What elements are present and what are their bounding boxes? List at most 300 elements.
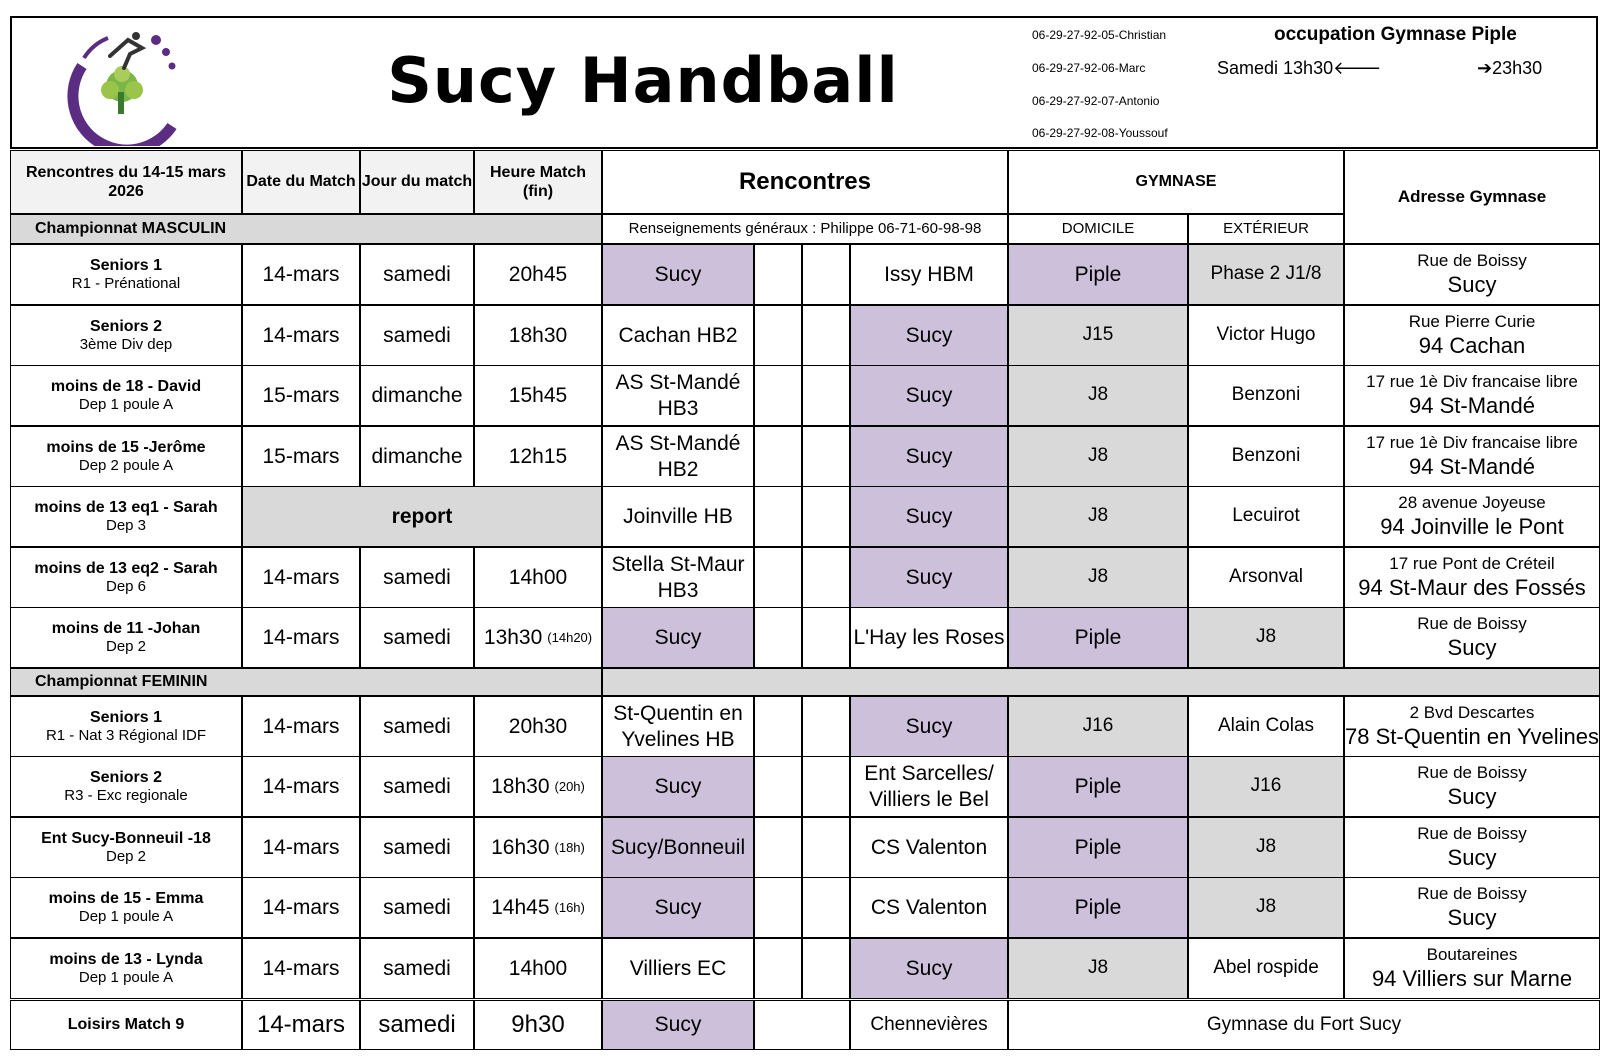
match-date: 14-mars <box>262 262 340 286</box>
home-team-name: Sucy <box>654 895 702 919</box>
address-line2: 94 Joinville le Pont <box>1380 513 1564 539</box>
time-cell <box>474 877 602 938</box>
team-name: Ent Sucy-Bonneuil -18 <box>41 829 211 847</box>
day-cell <box>360 1000 474 1050</box>
team-name: moins de 18 - David <box>50 377 202 395</box>
address-line2: 94 St-Maur des Fossés <box>1358 574 1586 600</box>
score-box <box>802 877 850 938</box>
away-team <box>850 305 1008 366</box>
address-line1: 2 Bvd Descartes <box>1409 703 1535 723</box>
match-time: 20h30 <box>508 714 568 738</box>
away-team <box>850 365 1008 426</box>
home-team-name: Stella St-Maur HB3 <box>611 553 745 602</box>
score-box <box>802 547 850 608</box>
date-cell <box>242 244 360 305</box>
time-cell <box>474 607 602 668</box>
header-rencontres-du <box>10 150 242 214</box>
occupation-end: ➔23h30 <box>1477 58 1543 78</box>
match-day: samedi <box>383 895 451 919</box>
domicile-cell <box>1008 938 1188 999</box>
home-team-name: Cachan HB2 <box>618 323 738 347</box>
home-team-name: Joinville HB <box>623 504 733 528</box>
domicile-value: J8 <box>1087 384 1109 406</box>
date-cell <box>242 1000 360 1050</box>
team-cell <box>10 547 242 608</box>
day-cell <box>360 817 474 878</box>
score-box <box>802 756 850 817</box>
away-team-name: Sucy <box>905 444 953 468</box>
match-time: 14h00 <box>508 956 568 980</box>
team-level: Dep 1 poule A <box>78 969 174 987</box>
team-name: Seniors 2 <box>89 317 163 335</box>
address-line1: Rue de Boissy <box>1417 251 1527 271</box>
match-day: samedi <box>383 714 451 738</box>
address-cell <box>1344 365 1600 426</box>
time-cell <box>474 305 602 366</box>
section-masculin <box>10 214 602 244</box>
address-line2: 94 Cachan <box>1418 332 1526 358</box>
away-team <box>850 756 1008 817</box>
team-name: moins de 15 -Jerôme <box>46 438 206 456</box>
score-box <box>754 607 802 668</box>
score-box <box>802 365 850 426</box>
time-cell <box>474 1000 602 1050</box>
team-cell <box>10 938 242 999</box>
exterieur-value: J16 <box>1250 775 1282 797</box>
match-end-time: (18h) <box>554 839 585 855</box>
day-cell <box>360 938 474 999</box>
phone-contact: 06-29-27-92-08-Youssouf <box>1032 126 1168 140</box>
home-team-name: St-Quentin en Yvelines HB <box>613 702 743 751</box>
address-cell <box>1344 305 1600 366</box>
home-team <box>602 305 754 366</box>
away-team <box>850 607 1008 668</box>
match-day: samedi <box>383 774 451 798</box>
home-team <box>602 756 754 817</box>
home-team <box>602 938 754 999</box>
address-cell <box>1344 244 1600 305</box>
home-team-name: Sucy <box>654 774 702 798</box>
time-cell <box>474 938 602 999</box>
exterieur-value: Phase 2 J1/8 <box>1210 263 1322 285</box>
header-heure <box>474 150 602 214</box>
exterieur-value: Abel rospide <box>1213 957 1319 979</box>
away-team-name: Ent Sarcelles/ Villiers le Bel <box>864 762 994 811</box>
exterieur-value: J8 <box>1255 836 1277 858</box>
away-team <box>850 244 1008 305</box>
score-box <box>754 426 802 487</box>
exterieur-value: J8 <box>1255 626 1277 648</box>
address-cell <box>1344 607 1600 668</box>
domicile-value: J15 <box>1082 324 1114 346</box>
header-label: Heure Match (fin) <box>489 163 587 200</box>
header-label: Jour du match <box>361 173 473 191</box>
match-date: 14-mars <box>262 774 340 798</box>
exterieur-cell <box>1188 938 1344 999</box>
header-label: GYMNASE <box>1135 173 1217 191</box>
team-cell <box>10 1000 242 1050</box>
domicile-value: J8 <box>1087 957 1109 979</box>
home-team <box>602 426 754 487</box>
exterieur-cell <box>1188 305 1344 366</box>
address-line2: 94 Villiers sur Marne <box>1371 965 1573 991</box>
team-name: Loisirs Match 9 <box>67 1016 185 1034</box>
domicile-value: J8 <box>1087 505 1109 527</box>
match-time: 18h30 <box>508 323 568 347</box>
domicile-value: Piple <box>1074 835 1122 859</box>
match-date: 14-mars <box>262 625 340 649</box>
match-date: 14-mars <box>262 956 340 980</box>
domicile-value: Piple <box>1074 262 1122 286</box>
match-day: samedi <box>383 323 451 347</box>
score-box <box>802 244 850 305</box>
team-level: R1 - Nat 3 Régional IDF <box>45 727 207 745</box>
team-cell <box>10 877 242 938</box>
address-cell <box>1344 817 1600 878</box>
date-cell <box>242 426 360 487</box>
away-team <box>850 1000 1008 1050</box>
home-team <box>602 547 754 608</box>
score-box <box>754 817 802 878</box>
exterieur-cell <box>1188 244 1344 305</box>
domicile-cell <box>1008 756 1188 817</box>
team-cell <box>10 486 242 547</box>
team-level: R3 - Exc regionale <box>64 787 188 805</box>
home-team <box>602 365 754 426</box>
team-cell <box>10 305 242 366</box>
match-end-time: (14h20) <box>547 629 593 645</box>
day-cell <box>360 756 474 817</box>
score-box <box>754 696 802 757</box>
address-line2: Sucy <box>1447 844 1497 870</box>
score-box <box>754 1000 850 1050</box>
away-team-name: Issy HBM <box>884 262 974 286</box>
team-level: Dep 1 poule A <box>78 396 174 414</box>
score-box <box>754 244 802 305</box>
domicile-cell <box>1008 426 1188 487</box>
domicile-cell <box>1008 244 1188 305</box>
day-cell <box>360 607 474 668</box>
date-cell <box>242 547 360 608</box>
address-line1: Rue de Boissy <box>1417 614 1527 634</box>
team-cell <box>10 756 242 817</box>
address-line2: Sucy <box>1447 271 1497 297</box>
page-title: Sucy Handball <box>387 44 899 117</box>
header-jour <box>360 150 474 214</box>
phone-contact: 06-29-27-92-06-Marc <box>1032 61 1146 75</box>
exterieur-value: Alain Colas <box>1217 715 1315 737</box>
exterieur-cell <box>1188 817 1344 878</box>
header-domicile <box>1008 214 1188 244</box>
match-date: 15-mars <box>262 444 340 468</box>
header-label: Rencontres du 14-15 mars 2026 <box>25 163 227 200</box>
header-gymnase <box>1008 150 1344 214</box>
match-day: samedi <box>383 835 451 859</box>
score-box <box>802 817 850 878</box>
time-cell <box>474 365 602 426</box>
time-cell <box>474 817 602 878</box>
home-team <box>602 244 754 305</box>
address-line1: Rue de Boissy <box>1417 824 1527 844</box>
exterieur-cell <box>1188 607 1344 668</box>
match-date: 14-mars <box>262 714 340 738</box>
time-cell <box>474 547 602 608</box>
match-time: 18h30 <box>491 774 550 798</box>
time-cell <box>474 756 602 817</box>
team-cell <box>10 817 242 878</box>
report-cell <box>242 486 602 547</box>
away-team <box>850 696 1008 757</box>
exterieur-cell <box>1188 365 1344 426</box>
match-date: 14-mars <box>262 565 340 589</box>
score-box <box>754 365 802 426</box>
team-name: Seniors 1 <box>89 256 163 274</box>
team-name: moins de 15 - Emma <box>48 889 204 907</box>
away-team <box>850 938 1008 999</box>
score-box <box>802 305 850 366</box>
domicile-cell <box>1008 817 1188 878</box>
day-cell <box>360 696 474 757</box>
away-team-name: Sucy <box>905 504 953 528</box>
away-team-name: Sucy <box>905 383 953 407</box>
address-cell <box>1344 877 1600 938</box>
match-day: samedi <box>383 956 451 980</box>
match-day: samedi <box>383 262 451 286</box>
header-exterieur <box>1188 214 1344 244</box>
away-team <box>850 877 1008 938</box>
exterieur-cell <box>1188 486 1344 547</box>
day-cell <box>360 877 474 938</box>
occupation-start: Samedi 13h30🡐 <box>1217 58 1382 78</box>
team-level: Dep 2 <box>105 638 147 656</box>
domicile-cell <box>1008 486 1188 547</box>
home-team <box>602 696 754 757</box>
header-date <box>242 150 360 214</box>
score-box <box>802 426 850 487</box>
day-cell <box>360 305 474 366</box>
match-day: samedi <box>383 625 451 649</box>
date-cell <box>242 817 360 878</box>
away-team-name: Sucy <box>905 956 953 980</box>
score-box <box>754 486 802 547</box>
team-level: Dep 6 <box>105 578 147 596</box>
match-date: 14-mars <box>262 323 340 347</box>
domicile-value: Piple <box>1074 895 1122 919</box>
team-cell <box>10 365 242 426</box>
address-line1: Rue de Boissy <box>1417 884 1527 904</box>
date-cell <box>242 607 360 668</box>
date-cell <box>242 877 360 938</box>
away-team-name: Sucy <box>905 565 953 589</box>
address-cell <box>1344 486 1600 547</box>
home-team-name: Sucy <box>654 625 702 649</box>
date-cell <box>242 696 360 757</box>
home-team-name: Villiers EC <box>629 956 727 980</box>
match-time: 9h30 <box>511 1010 565 1038</box>
domicile-value: Piple <box>1074 625 1122 649</box>
team-cell <box>10 607 242 668</box>
date-cell <box>242 365 360 426</box>
exterieur-value: Arsonval <box>1229 566 1303 588</box>
address-cell <box>1344 547 1600 608</box>
header <box>10 16 1598 149</box>
date-cell <box>242 938 360 999</box>
match-date: 14-mars <box>256 1010 346 1038</box>
home-team <box>602 486 754 547</box>
header-label: Rencontres <box>738 167 872 195</box>
score-box <box>754 756 802 817</box>
exterieur-cell <box>1188 877 1344 938</box>
team-cell <box>10 696 242 757</box>
score-box <box>754 305 802 366</box>
header-adresse <box>1344 150 1600 244</box>
match-date: 14-mars <box>262 835 340 859</box>
away-team <box>850 426 1008 487</box>
occupation-title: occupation Gymnase Piple <box>1274 24 1517 45</box>
home-team <box>602 607 754 668</box>
away-team <box>850 817 1008 878</box>
exterieur-value: Benzoni <box>1231 445 1301 467</box>
team-name: Seniors 2 <box>89 768 163 786</box>
match-end-time: (16h) <box>554 899 585 915</box>
address-line2: 94 St-Mandé <box>1409 392 1535 418</box>
address-line1: Rue de Boissy <box>1417 763 1527 783</box>
renseignements <box>602 214 1008 244</box>
exterieur-value: J8 <box>1255 896 1277 918</box>
day-cell <box>360 426 474 487</box>
header-label: DOMICILE <box>1061 220 1135 237</box>
address-line2: 94 St-Mandé <box>1409 453 1535 479</box>
team-level: 3ème Div dep <box>79 336 173 354</box>
domicile-cell <box>1008 365 1188 426</box>
match-time: 14h45 <box>491 895 550 919</box>
score-box <box>754 877 802 938</box>
away-team <box>850 547 1008 608</box>
time-cell <box>474 244 602 305</box>
match-day: dimanche <box>371 444 463 468</box>
home-team <box>602 877 754 938</box>
team-name: moins de 13 eq1 - Sarah <box>34 498 218 516</box>
address-line1: 17 rue Pont de Créteil <box>1389 554 1555 574</box>
domicile-value: J8 <box>1087 566 1109 588</box>
exterieur-value: Victor Hugo <box>1216 324 1316 346</box>
match-day: samedi <box>378 1010 456 1038</box>
report-label: report <box>391 504 453 528</box>
score-box <box>802 938 850 999</box>
address-line2: Sucy <box>1447 904 1497 930</box>
domicile-cell <box>1008 607 1188 668</box>
away-team <box>850 486 1008 547</box>
section-label: Championnat FEMININ <box>35 673 208 691</box>
domicile-cell <box>1008 696 1188 757</box>
address-cell <box>1344 696 1600 757</box>
match-date: 14-mars <box>262 895 340 919</box>
section-label: Championnat MASCULIN <box>35 220 227 238</box>
team-cell <box>10 244 242 305</box>
score-box <box>802 486 850 547</box>
match-day: dimanche <box>371 383 463 407</box>
match-time: 20h45 <box>508 262 568 286</box>
time-cell <box>474 696 602 757</box>
domicile-value: J8 <box>1087 445 1109 467</box>
home-team-name: Sucy <box>654 262 702 286</box>
gymnase-cell <box>1008 1000 1600 1050</box>
time-cell <box>474 426 602 487</box>
team-name: moins de 11 -Johan <box>51 619 201 637</box>
address-line1: 17 rue 1è Div francaise libre <box>1366 372 1578 392</box>
address-line2: Sucy <box>1447 634 1497 660</box>
match-end-time: (20h) <box>554 778 585 794</box>
exterieur-value: Lecuirot <box>1232 505 1300 527</box>
phone-contact: 06-29-27-92-07-Antonio <box>1032 94 1160 108</box>
away-team-name: CS Valenton <box>870 895 988 919</box>
match-time: 15h45 <box>508 383 568 407</box>
address-cell <box>1344 938 1600 999</box>
header-label: EXTÉRIEUR <box>1223 220 1309 237</box>
exterieur-cell <box>1188 547 1344 608</box>
team-level: Dep 2 <box>105 848 147 866</box>
match-time: 12h15 <box>508 444 568 468</box>
home-team-name: Sucy <box>654 1013 702 1037</box>
domicile-value: J16 <box>1082 715 1114 737</box>
address-line1: Boutareines <box>1426 945 1518 965</box>
team-level: R1 - Prénational <box>71 275 181 293</box>
away-team-name: Sucy <box>905 323 953 347</box>
domicile-cell <box>1008 547 1188 608</box>
score-box <box>754 938 802 999</box>
match-day: samedi <box>383 565 451 589</box>
day-cell <box>360 547 474 608</box>
address-cell <box>1344 756 1600 817</box>
address-line1: 28 avenue Joyeuse <box>1398 493 1546 513</box>
phone-contact: 06-29-27-92-05-Christian <box>1032 28 1167 42</box>
away-team-name: Chennevières <box>870 1013 988 1035</box>
team-level: Dep 1 poule A <box>78 908 174 926</box>
home-team <box>602 817 754 878</box>
address-line2: Sucy <box>1447 783 1497 809</box>
away-team-name: CS Valenton <box>870 835 988 859</box>
renseignements-text: Renseignements généraux : Philippe 06-71-60-98-98 <box>628 220 982 237</box>
section-feminin <box>10 668 602 696</box>
exterieur-cell <box>1188 756 1344 817</box>
header-rencontres <box>602 150 1008 214</box>
address-line2: 78 St-Quentin en Yvelines <box>1345 723 1599 749</box>
team-name: moins de 13 - Lynda <box>49 950 203 968</box>
exterieur-cell <box>1188 426 1344 487</box>
domicile-cell <box>1008 305 1188 366</box>
section-feminin-filler <box>602 668 1600 696</box>
address-line1: Rue Pierre Curie <box>1408 312 1536 332</box>
home-team-name: AS St-Mandé HB3 <box>615 371 741 420</box>
header-label: Date du Match <box>246 173 356 191</box>
team-level: Dep 2 poule A <box>78 457 174 475</box>
match-time: 14h00 <box>508 565 568 589</box>
address-line1: 17 rue 1è Div francaise libre <box>1366 433 1578 453</box>
team-name: Seniors 1 <box>89 708 163 726</box>
exterieur-cell <box>1188 696 1344 757</box>
day-cell <box>360 244 474 305</box>
home-team-name: Sucy/Bonneuil <box>610 835 746 859</box>
header-label: Adresse Gymnase <box>1397 186 1547 206</box>
gymnase-name: Gymnase du Fort Sucy <box>1206 1013 1402 1035</box>
address-cell <box>1344 426 1600 487</box>
date-cell <box>242 756 360 817</box>
team-cell <box>10 426 242 487</box>
exterieur-value: Benzoni <box>1231 384 1301 406</box>
home-team <box>602 1000 754 1050</box>
team-name: moins de 13 eq2 - Sarah <box>34 559 218 577</box>
team-level: Dep 3 <box>105 517 147 535</box>
